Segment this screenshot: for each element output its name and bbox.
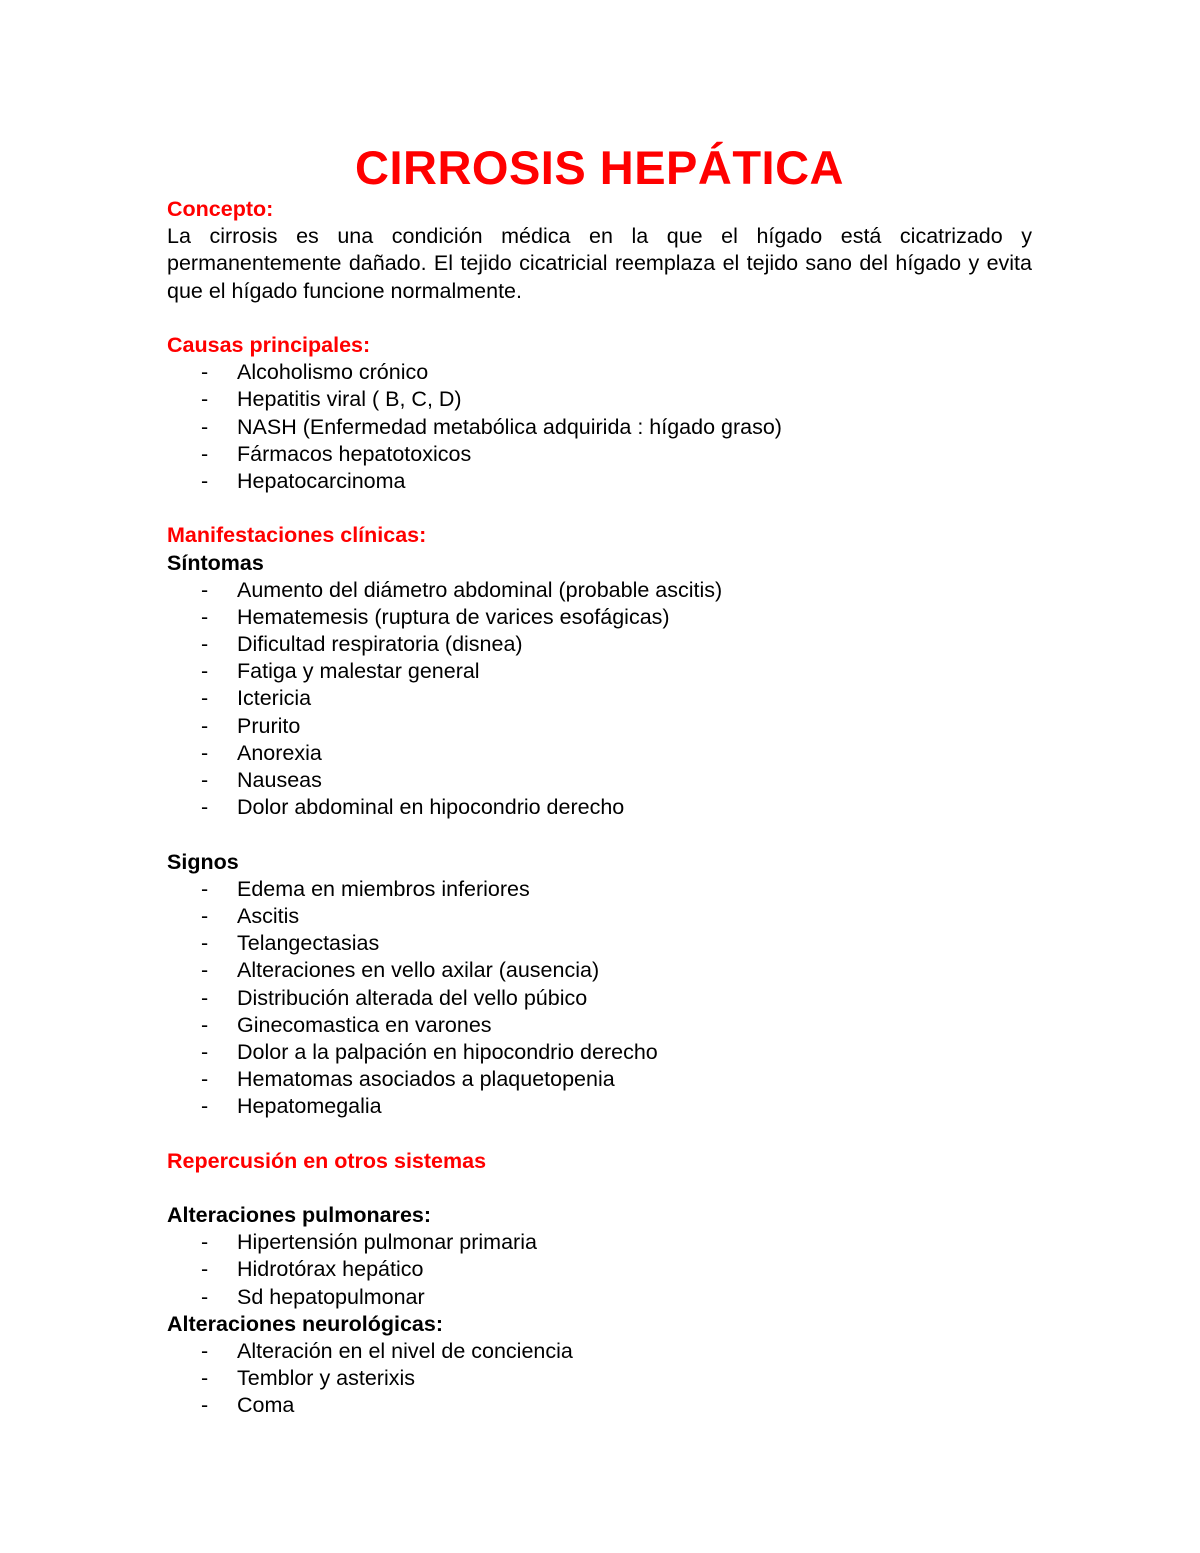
list-item-text: Hepatocarcinoma bbox=[237, 468, 406, 493]
dash-bullet: - bbox=[201, 713, 209, 738]
list-item-text: Coma bbox=[237, 1393, 295, 1418]
list-item-text: Ascitis bbox=[237, 904, 300, 928]
signos-heading: Signos bbox=[167, 849, 239, 874]
dash-bullet: - bbox=[201, 904, 209, 928]
dash-bullet: - bbox=[201, 876, 209, 901]
dash-bullet: - bbox=[201, 958, 209, 983]
spacer bbox=[167, 305, 1032, 332]
list-item bbox=[167, 985, 1032, 1012]
list-item bbox=[167, 386, 1032, 413]
dash-bullet: - bbox=[201, 1339, 209, 1364]
dash-bullet: - bbox=[201, 1366, 209, 1391]
list-item-text: NASH (Enfermedad metabólica adquirida : hígado graso) bbox=[237, 414, 782, 439]
dash-bullet: - bbox=[201, 931, 209, 956]
dash-bullet: - bbox=[201, 1012, 209, 1037]
list-item-text: Temblor y asterixis bbox=[237, 1366, 416, 1391]
list-item-text: Anorexia bbox=[237, 740, 322, 765]
concepto-text: La cirrosis es una condición médica en la que el hígado está cicatrizado y permanentemente dañado. El tejido cicatricial reemplaza el tejido sano del hígado y evita que el hígado funcione normalmente. bbox=[167, 224, 1032, 303]
list-item-text: Hidrotórax hepático bbox=[237, 1257, 424, 1282]
list-item bbox=[167, 604, 1032, 631]
pulmonares-heading: Alteraciones pulmonares: bbox=[167, 1203, 432, 1228]
list-item-text: Hipertensión pulmonar primaria bbox=[237, 1230, 537, 1255]
dash-bullet: - bbox=[201, 768, 209, 793]
dash-bullet: - bbox=[201, 985, 209, 1010]
dash-bullet: - bbox=[201, 441, 209, 466]
document-title: CIRROSIS HEPÁTICA bbox=[355, 141, 844, 194]
list-item bbox=[167, 1012, 1032, 1039]
dash-bullet: - bbox=[201, 1094, 209, 1119]
list-item bbox=[167, 1284, 1032, 1311]
list-item-text: Alteraciones en vello axilar (ausencia) bbox=[237, 958, 600, 983]
neurologicas-list bbox=[167, 1338, 1032, 1420]
list-item bbox=[167, 631, 1032, 658]
dash-bullet: - bbox=[201, 686, 209, 711]
spacer bbox=[167, 821, 1032, 848]
dash-bullet: - bbox=[201, 1393, 209, 1418]
manifestaciones-heading: Manifestaciones clínicas: bbox=[167, 523, 427, 548]
list-item-text: Hematemesis (ruptura de varices esofágicas) bbox=[237, 604, 670, 629]
list-item bbox=[167, 1229, 1032, 1256]
concepto-heading: Concepto: bbox=[167, 197, 274, 221]
spacer bbox=[167, 1175, 1032, 1202]
sintomas-list bbox=[167, 577, 1032, 822]
causas-list bbox=[167, 359, 1032, 495]
list-item bbox=[167, 957, 1032, 984]
list-item-text: Alteración en el nivel de conciencia bbox=[237, 1339, 573, 1364]
dash-bullet: - bbox=[201, 659, 209, 684]
list-item bbox=[167, 1093, 1032, 1120]
dash-bullet: - bbox=[201, 1257, 209, 1282]
dash-bullet: - bbox=[201, 468, 209, 493]
list-item-text: Hepatomegalia bbox=[237, 1094, 382, 1119]
document-page bbox=[167, 140, 1032, 1420]
list-item bbox=[167, 441, 1032, 468]
list-item-text: Hepatitis viral ( B, C, D) bbox=[237, 387, 462, 412]
list-item bbox=[167, 414, 1032, 441]
signos-list bbox=[167, 876, 1032, 1121]
list-item-text: Prurito bbox=[237, 713, 301, 738]
dash-bullet: - bbox=[201, 1230, 209, 1255]
dash-bullet: - bbox=[201, 1039, 209, 1064]
list-item bbox=[167, 794, 1032, 821]
list-item bbox=[167, 468, 1032, 495]
dash-bullet: - bbox=[201, 1284, 209, 1309]
list-item bbox=[167, 1066, 1032, 1093]
list-item bbox=[167, 577, 1032, 604]
list-item bbox=[167, 685, 1032, 712]
list-item-text: Telangectasias bbox=[237, 931, 380, 956]
causas-heading: Causas principales: bbox=[167, 333, 371, 357]
list-item bbox=[167, 740, 1032, 767]
list-item bbox=[167, 767, 1032, 794]
list-item-text: Edema en miembros inferiores bbox=[237, 876, 530, 901]
list-item-text: Ginecomastica en varones bbox=[237, 1012, 492, 1037]
list-item-text: Nauseas bbox=[237, 768, 322, 793]
dash-bullet: - bbox=[201, 387, 209, 412]
list-item-text: Ictericia bbox=[237, 686, 312, 711]
neurologicas-heading: Alteraciones neurológicas: bbox=[167, 1311, 443, 1336]
list-item-text: Aumento del diámetro abdominal (probable ascitis) bbox=[237, 577, 723, 602]
list-item bbox=[167, 658, 1032, 685]
list-item bbox=[167, 903, 1032, 930]
list-item-text: Hematomas asociados a plaquetopenia bbox=[237, 1067, 615, 1092]
list-item-text: Fatiga y malestar general bbox=[237, 659, 480, 684]
list-item bbox=[167, 359, 1032, 386]
list-item bbox=[167, 930, 1032, 957]
list-item-text: Dolor abdominal en hipocondrio derecho bbox=[237, 795, 625, 820]
list-item-text: Dolor a la palpación en hipocondrio derecho bbox=[237, 1039, 658, 1064]
list-item-text: Fármacos hepatotoxicos bbox=[237, 441, 472, 466]
dash-bullet: - bbox=[201, 414, 209, 439]
list-item-text: Distribución alterada del vello púbico bbox=[237, 985, 588, 1010]
dash-bullet: - bbox=[201, 1067, 209, 1092]
list-item-text: Sd hepatopulmonar bbox=[237, 1284, 425, 1309]
list-item bbox=[167, 1338, 1032, 1365]
list-item bbox=[167, 1392, 1032, 1419]
dash-bullet: - bbox=[201, 360, 209, 385]
spacer bbox=[167, 495, 1032, 522]
list-item bbox=[167, 1256, 1032, 1283]
dash-bullet: - bbox=[201, 604, 209, 629]
repercusion-heading: Repercusión en otros sistemas bbox=[167, 1148, 487, 1173]
dash-bullet: - bbox=[201, 632, 209, 657]
dash-bullet: - bbox=[201, 740, 209, 765]
list-item-text: Alcoholismo crónico bbox=[237, 360, 429, 385]
pulmonares-list bbox=[167, 1229, 1032, 1311]
list-item bbox=[167, 713, 1032, 740]
list-item bbox=[167, 1039, 1032, 1066]
sintomas-heading: Síntomas bbox=[167, 550, 264, 575]
dash-bullet: - bbox=[201, 577, 209, 602]
spacer bbox=[167, 1121, 1032, 1148]
dash-bullet: - bbox=[201, 795, 209, 820]
list-item bbox=[167, 876, 1032, 903]
list-item-text: Dificultad respiratoria (disnea) bbox=[237, 632, 523, 657]
list-item bbox=[167, 1365, 1032, 1392]
